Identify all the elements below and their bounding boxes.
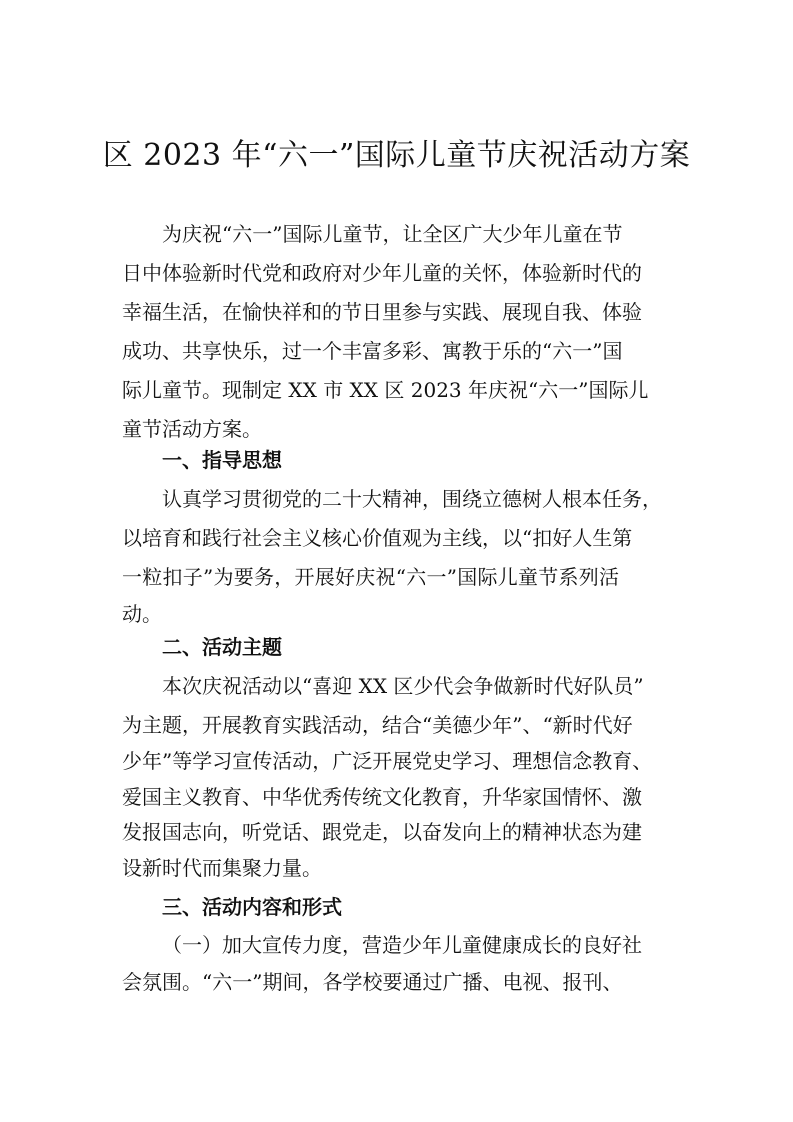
text-line: 童节活动方案。 <box>122 417 262 441</box>
text-line: 际儿童节。现制定 XX 市 XX 区 2023 年庆祝“六一”国际儿 <box>122 378 649 402</box>
text-line: 成功、共享快乐，过一个丰富多彩、寓教于乐的“六一”国 <box>122 339 623 363</box>
text-line: 一粒扣子”为要务，开展好庆祝“六一”国际儿童节系列活 <box>122 565 619 589</box>
text-line: 少年”等学习宣传活动，广泛开展党史学习、理想信念教育、 <box>122 749 653 773</box>
section-heading: 一、指导思想 <box>162 448 282 472</box>
text-line: 设新时代而集聚力量。 <box>122 856 322 880</box>
text-line: 幸福生活，在愉快祥和的节日里参与实践、展现自我、体验 <box>122 300 642 324</box>
text-line: 认真学习贯彻党的二十大精神，围绕立德树人根本任务， <box>162 487 662 511</box>
text-line: 动。 <box>122 602 162 626</box>
text-line: （一）加大宣传力度，营造少年儿童健康成长的良好社 <box>162 933 642 957</box>
text-line: 日中体验新时代党和政府对少年儿童的关怀，体验新时代的 <box>122 261 642 285</box>
text-line: 发报国志向，听党话、跟党走，以奋发向上的精神状态为建 <box>122 820 642 844</box>
document-title: 区 2023 年“六一”国际儿童节庆祝活动方案 <box>102 138 691 173</box>
section-heading: 三、活动内容和形式 <box>162 895 342 919</box>
text-line: 为主题，开展教育实践活动，结合“美德少年”、“新时代好 <box>122 713 633 737</box>
text-line: 会氛围。“六一”期间，各学校要通过广播、电视、报刊、 <box>122 970 623 994</box>
text-line: 以培育和践行社会主义核心价值观为主线，以“扣好人生第 <box>122 526 633 550</box>
section-heading: 二、活动主题 <box>162 635 282 659</box>
text-line: 本次庆祝活动以“喜迎 XX 区少代会争做新时代好队员” <box>162 674 644 698</box>
text-line: 爱国主义教育、中华优秀传统文化教育，升华家国情怀、激 <box>122 785 642 809</box>
text-line: 为庆祝“六一”国际儿童节，让全区广大少年儿童在节 <box>162 222 623 246</box>
